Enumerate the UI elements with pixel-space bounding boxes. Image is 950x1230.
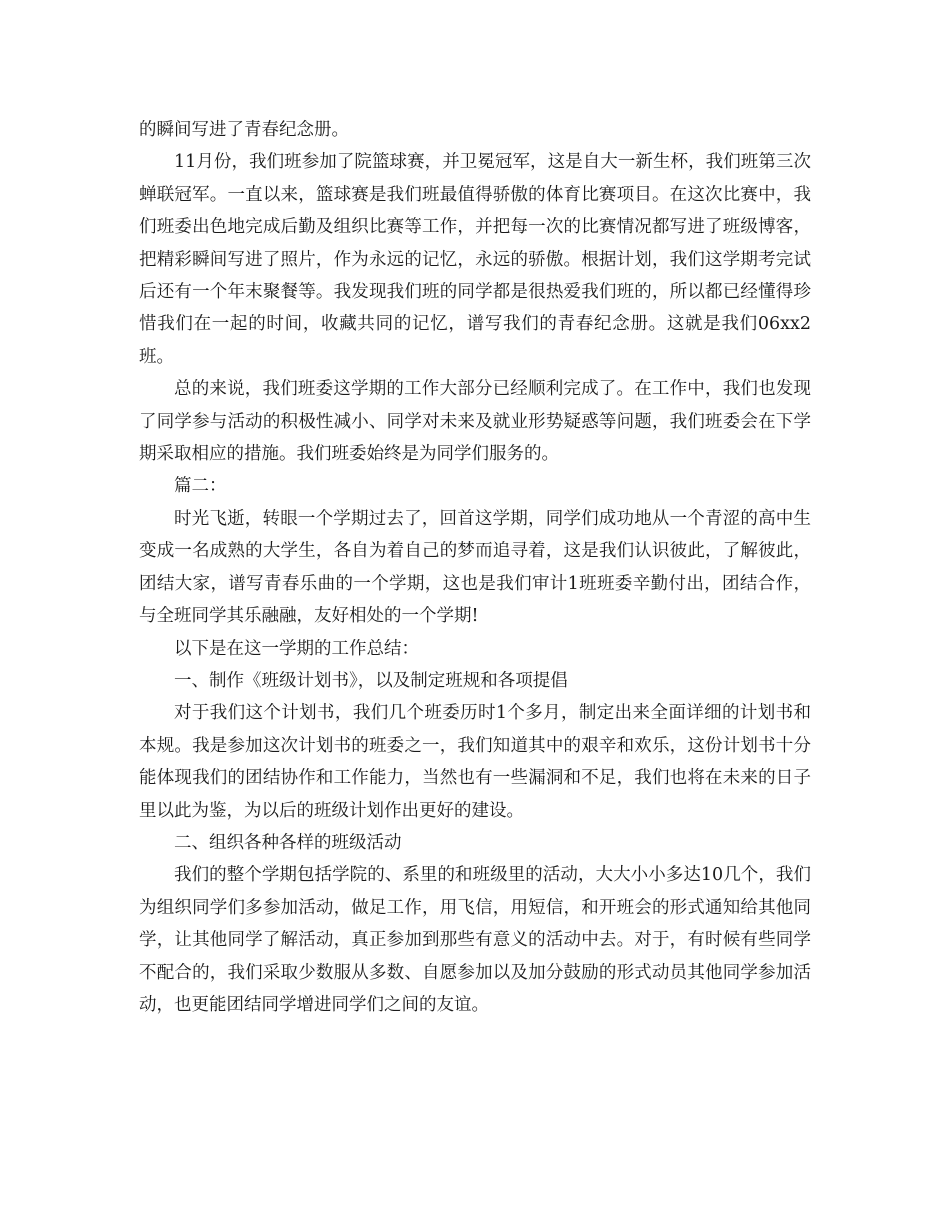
paragraph-2: 11月份，我们班参加了院篮球赛，并卫冕冠军，这是自大一新生杯，我们班第三次蝉联冠军。一直以来，篮球赛是我们班最值得骄傲的体育比赛项目。在这次比赛中，我们班委出色地完成后勤及组织比赛等工作，并把每一次的比赛情况都写进了班级博客，把精彩瞬间写进了照片，作为永远的记忆，永远的骄傲。根据计划，我们这学期考完试后还有一个年末聚餐等。我发现我们班的同学都是很热爱我们班的，所以都已经懂得珍惜我们在一起的时间，收藏共同的记忆，谱写我们的青春纪念册。这就是我们06xx2班。 bbox=[139, 152, 811, 367]
summary-intro: 以下是在这一学期的工作总结： bbox=[174, 638, 419, 659]
paragraph-1: 的瞬间写进了青春纪念册。 bbox=[139, 120, 349, 140]
paragraph-10: 我们的整个学期包括学院的、系里的和班级里的活动，大大小小多达10几个，我们为组织同学们多参加活动，做足工作，用飞信，用短信，和开班会的形式通知给其他同学，让其他同学了解活动，真正参加到那些有意义的活动中去。对于，有时候有些同学不配合的，我们采取少数服从多数、自愿参加以及加分鼓励的形式动员其他同学参加活动，也更能团结同学增进同学们之间的友谊。 bbox=[139, 865, 811, 1015]
document-body bbox=[139, 114, 811, 1021]
paragraph-3: 总的来说，我们班委这学期的工作大部分已经顺利完成了。在工作中，我们也发现了同学参与活动的积极性减小、同学对未来及就业形势疑惑等问题，我们班委会在下学期采取相应的措施。我们班委始终是为同学们服务的。 bbox=[139, 379, 811, 465]
paragraph-5: 时光飞逝，转眼一个学期过去了，回首这学期，同学们成功地从一个青涩的高中生变成一名成熟的大学生，各自为着自己的梦而追寻着，这是我们认识彼此，了解彼此，团结大家，谱写青春乐曲的一个学期，这也是我们审计1班班委辛勤付出，团结合作，与全班同学其乐融融，友好相处的一个学期! bbox=[139, 508, 811, 627]
paragraph-8: 对于我们这个计划书，我们几个班委历时1个多月，制定出来全面详细的计划书和本规。我是参加这次计划书的班委之一，我们知道其中的艰辛和欢乐，这份计划书十分能体现我们的团结协作和工作能力，当然也有一些漏洞和不足，我们也将在未来的日子里以此为鉴，为以后的班级计划作出更好的建设。 bbox=[139, 703, 811, 821]
section-heading-part-two: 篇二： bbox=[174, 476, 227, 497]
section-heading-2: 二、组织各种各样的班级活动 bbox=[174, 832, 402, 853]
section-heading-1: 一、制作《班级计划书》，以及制定班规和各项提倡 bbox=[174, 670, 568, 691]
